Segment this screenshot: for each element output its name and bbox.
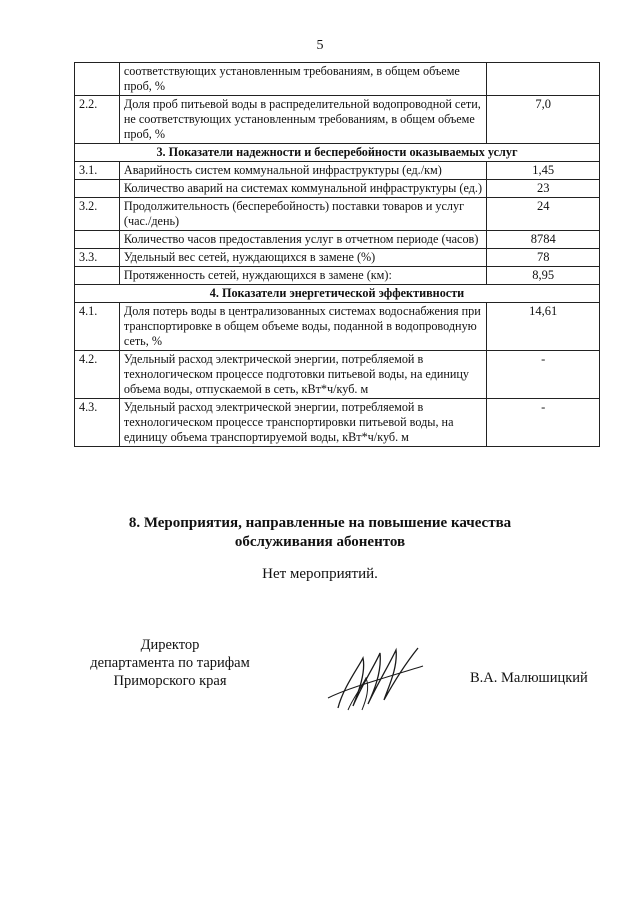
position-line3: Приморского края: [113, 673, 227, 689]
table-row: [75, 351, 600, 399]
table-row: [75, 144, 600, 162]
indicator-name: Количество часов предоставления услуг в отчетном периоде (часов): [119, 231, 487, 249]
indicator-name: Доля проб питьевой воды в распределительной водопроводной сети, не соответствующих установленным требованиям, в общем объеме проб, %: [119, 96, 487, 144]
indicator-name: соответствующих установленным требованиям, в общем объеме проб, %: [119, 63, 487, 96]
signatory-name: В.А. Малюшицкий: [470, 670, 588, 686]
indicator-name: Протяженность сетей, нуждающихся в замене (км):: [119, 267, 487, 285]
page-number: 5: [316, 38, 324, 53]
section-8-title: [0, 514, 640, 552]
indicator-value: 14,61: [487, 303, 600, 351]
indicator-value: -: [487, 351, 600, 399]
section-8-title-line2: обслуживания абонентов: [234, 534, 406, 550]
indicator-value: 78: [487, 249, 600, 267]
indicator-value: [487, 63, 600, 96]
row-number: 4.2.: [75, 351, 120, 399]
indicators-table: [74, 62, 600, 447]
row-number: [75, 63, 120, 96]
section-8-title-line1: 8. Мероприятия, направленные на повышение качества: [128, 515, 512, 531]
row-number: 3.3.: [75, 249, 120, 267]
table-row: [75, 285, 600, 303]
row-number: 3.1.: [75, 162, 120, 180]
position-line2: департамента по тарифам: [90, 655, 250, 671]
indicator-name: Доля потерь воды в централизованных системах водоснабжения при транспортировке в общем объеме воды, поданной в водопроводную сеть, %: [119, 303, 487, 351]
table-row: [75, 249, 600, 267]
indicator-value: 8784: [487, 231, 600, 249]
table-row: [75, 267, 600, 285]
section-heading: 4. Показатели энергетической эффективности: [75, 285, 600, 303]
row-number: [75, 267, 120, 285]
table-row: [75, 96, 600, 144]
row-number: [75, 231, 120, 249]
row-number: 4.3.: [75, 399, 120, 447]
position-line1: Директор: [140, 637, 200, 653]
indicator-value: 8,95: [487, 267, 600, 285]
signatory-position: [60, 636, 280, 690]
section-8-body: Нет мероприятий.: [262, 566, 378, 582]
indicator-value: 23: [487, 180, 600, 198]
indicator-name: Продолжительность (бесперебойность) поставки товаров и услуг (час./день): [119, 198, 487, 231]
row-number: 4.1.: [75, 303, 120, 351]
handwritten-signature-icon: [318, 638, 428, 718]
indicator-value: 7,0: [487, 96, 600, 144]
indicator-value: -: [487, 399, 600, 447]
indicator-name: Количество аварий на системах коммунальной инфраструктуры (ед.): [119, 180, 487, 198]
indicator-name: Удельный расход электрической энергии, потребляемой в технологическом процессе транспортировки питьевой воды, на единицу объема транспортируемой воды, кВт*ч/куб. м: [119, 399, 487, 447]
section-heading: 3. Показатели надежности и бесперебойности оказываемых услуг: [75, 144, 600, 162]
table-row: [75, 162, 600, 180]
indicator-name: Удельный вес сетей, нуждающихся в замене (%): [119, 249, 487, 267]
table-row: [75, 198, 600, 231]
indicator-name: Удельный расход электрической энергии, потребляемой в технологическом процессе подготовки питьевой воды, на единицу объема воды, отпускаемой в сеть, кВт*ч/куб. м: [119, 351, 487, 399]
table-row: [75, 180, 600, 198]
table-row: [75, 231, 600, 249]
row-number: 3.2.: [75, 198, 120, 231]
indicator-name: Аварийность систем коммунальной инфраструктуры (ед./км): [119, 162, 487, 180]
table-row: [75, 399, 600, 447]
row-number: 2.2.: [75, 96, 120, 144]
indicator-value: 1,45: [487, 162, 600, 180]
table-row: [75, 63, 600, 96]
indicator-value: 24: [487, 198, 600, 231]
row-number: [75, 180, 120, 198]
table-row: [75, 303, 600, 351]
